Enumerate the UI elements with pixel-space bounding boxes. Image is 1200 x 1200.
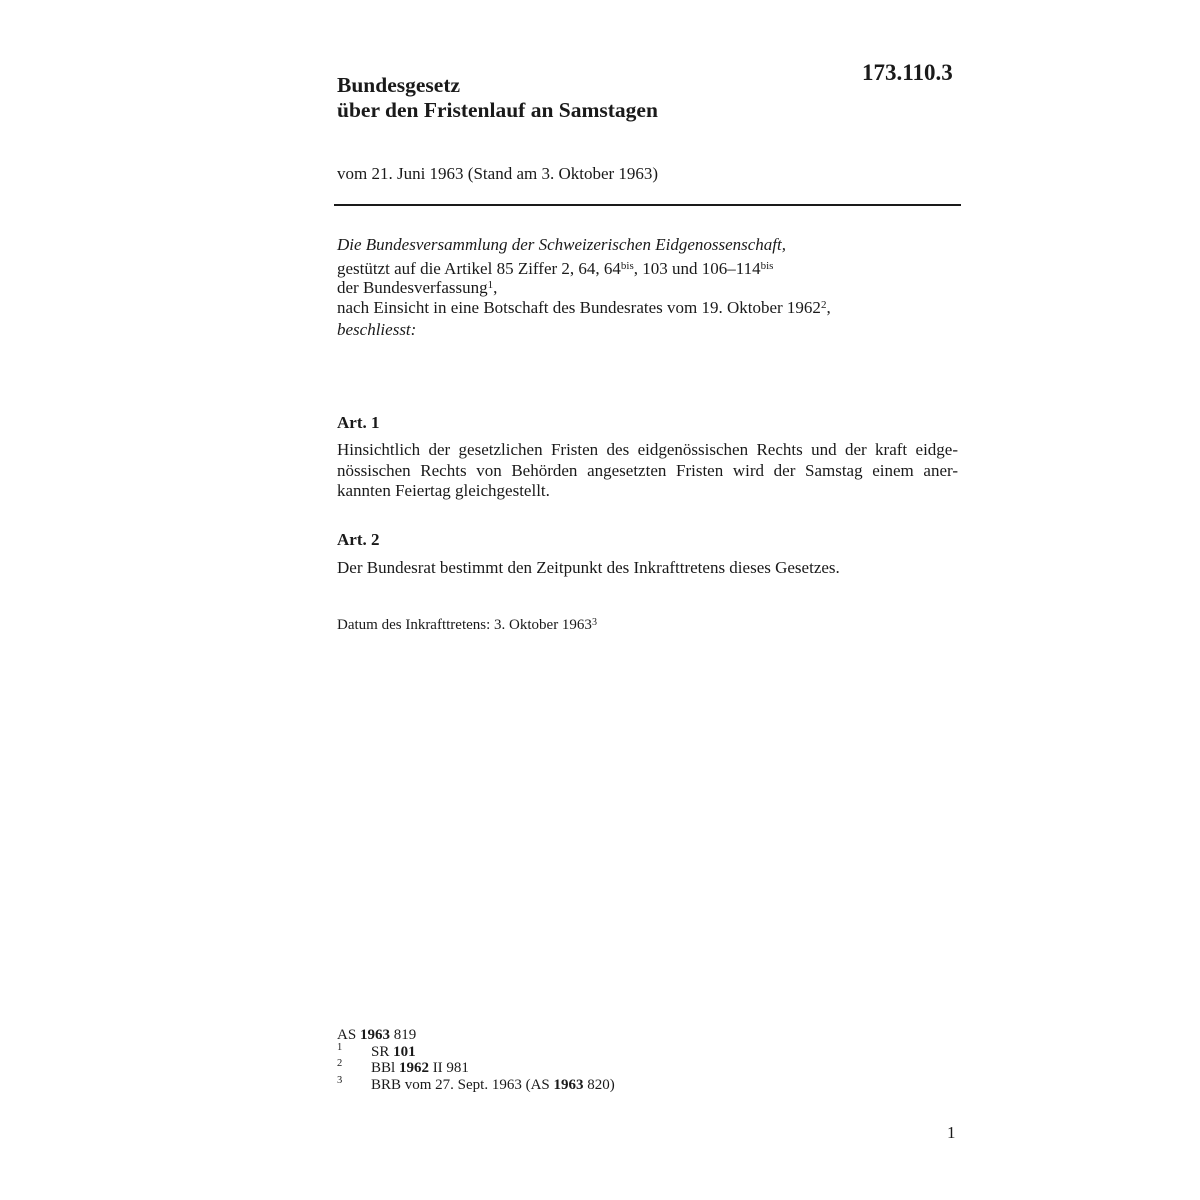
footnote-number: 1 [337, 1041, 343, 1053]
article-1-line: kannten Feiertag gleichgestellt. [337, 481, 550, 500]
fn-bold: 101 [393, 1043, 416, 1060]
footnote-ref-3[interactable]: 3 [591, 617, 597, 628]
article-2-heading: Art. 2 [337, 530, 380, 549]
punct: , [826, 297, 831, 317]
as-prefix: AS [337, 1027, 360, 1043]
preamble [337, 235, 831, 340]
preamble-line-1-text: gestützt auf die Artikel 85 Ziffer 2, 64, 64 [337, 258, 621, 278]
footnote-text [337, 1044, 615, 1061]
footnote-1 [337, 1041, 615, 1061]
preamble-line-2 [337, 278, 831, 298]
inkraft-text: Datum des Inkrafttretens: 3. Oktober 1963 [337, 617, 592, 633]
preamble-line-3-text: nach Einsicht in eine Botschaft des Bundesrates vom 19. Oktober 1962 [337, 297, 821, 317]
fn-bold: 1962 [398, 1060, 429, 1076]
footnote-text [337, 1060, 615, 1077]
footnote-2 [337, 1060, 615, 1077]
as-year: 1963 [359, 1027, 390, 1043]
title-line-2: über den Fristenlauf an Samstagen [337, 98, 658, 122]
title-line-1: Bundesgesetz [337, 73, 461, 97]
footnote-ref-2[interactable]: 2 [820, 298, 827, 311]
document-title [337, 73, 658, 123]
as-reference [337, 1027, 615, 1044]
footnotes [337, 1027, 615, 1093]
fn-bold: 1963 [553, 1076, 584, 1093]
preamble-line-1 [337, 259, 831, 279]
superscript-bis: bis [620, 259, 634, 272]
preamble-line-2-text: der Bundesverfassung [337, 278, 488, 297]
date-line: vom 21. Juni 1963 (Stand am 3. Oktober 1963) [337, 164, 659, 183]
as-page: 819 [389, 1027, 417, 1043]
article-1-line: nössischen Rechts von Behörden angesetzten Fristen wird der Samstag einem aner- [337, 460, 958, 480]
preamble-line-1-cont: , 103 und 106–114 [633, 258, 761, 278]
article-1-heading: Art. 1 [337, 413, 380, 432]
page-number: 1 [947, 1123, 956, 1142]
fn-post: 820) [583, 1076, 615, 1093]
punct: , [493, 278, 498, 297]
article-1-text [337, 440, 958, 502]
superscript-bis: bis [760, 259, 774, 272]
fn-pre: BRB vom 27. Sept. 1963 (AS [371, 1076, 554, 1093]
inkraft-date [337, 617, 597, 634]
footnote-text [337, 1077, 615, 1094]
footnote-3 [337, 1074, 615, 1094]
footnote-ref-1[interactable]: 1 [487, 279, 494, 291]
fn-post: II 981 [428, 1060, 469, 1076]
article-2-text: Der Bundesrat bestimmt den Zeitpunkt des Inkrafttretens dieses Gesetzes. [337, 558, 840, 577]
preamble-intro: Die Bundesversammlung der Schweizerischen Eidgenossenschaft, [337, 235, 786, 254]
header-divider [334, 204, 961, 206]
footnote-number: 2 [337, 1058, 343, 1069]
fn-pre: SR [371, 1043, 394, 1060]
footnote-number: 3 [337, 1074, 343, 1086]
fn-pre: BBl [371, 1060, 399, 1076]
sr-number: 173.110.3 [862, 60, 953, 85]
preamble-decides: beschliesst: [337, 320, 417, 339]
preamble-line-3 [337, 298, 831, 318]
article-1-line: Hinsichtlich der gesetzlichen Fristen des eidgenössischen Rechts und der kraft eidge- [337, 440, 958, 459]
